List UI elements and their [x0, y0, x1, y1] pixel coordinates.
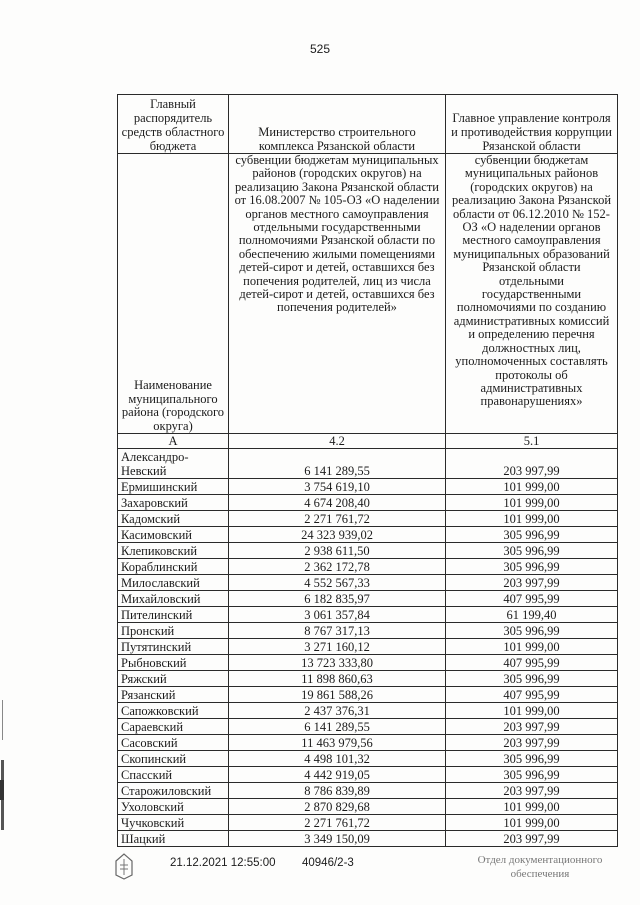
- column-index-b: 4.2: [229, 434, 446, 449]
- table-row: [118, 607, 618, 623]
- table-row: [118, 639, 618, 655]
- subvention-105-value: 2 271 761,72: [229, 815, 446, 831]
- subvention-152-value: 203 997,99: [446, 783, 618, 799]
- department-stamp: Отдел документационного обеспечения: [477, 854, 603, 880]
- municipality-name: Кадомский: [118, 511, 229, 527]
- subvention-152-value: 101 999,00: [446, 495, 618, 511]
- subvention-description-row: [118, 154, 618, 434]
- subvention-105-value: 2 938 611,50: [229, 543, 446, 559]
- table-row: [118, 815, 618, 831]
- municipality-name: Милославский: [118, 575, 229, 591]
- table-row: [118, 671, 618, 687]
- budget-table: [117, 94, 618, 847]
- table-row: [118, 479, 618, 495]
- subvention-152-value: 101 999,00: [446, 703, 618, 719]
- subvention-105-value: 2 362 172,78: [229, 559, 446, 575]
- municipality-name: Рыбновский: [118, 655, 229, 671]
- table-row: [118, 511, 618, 527]
- subvention-105-value: 2 271 761,72: [229, 511, 446, 527]
- subvention-152-value: 305 996,99: [446, 527, 618, 543]
- table-row: [118, 575, 618, 591]
- table-row: [118, 655, 618, 671]
- subvention-152-value: 407 995,99: [446, 687, 618, 703]
- subvention-152-value: 101 999,00: [446, 639, 618, 655]
- subvention-152-value: 101 999,00: [446, 815, 618, 831]
- municipality-name: Ухоловский: [118, 799, 229, 815]
- subvention-152-value: 203 997,99: [446, 575, 618, 591]
- subvention-152-value: 305 996,99: [446, 543, 618, 559]
- subvention-152-value: 305 996,99: [446, 623, 618, 639]
- column-index-a: А: [118, 434, 229, 449]
- municipality-name: Пителинский: [118, 607, 229, 623]
- subvention-152-value: 407 995,99: [446, 655, 618, 671]
- table-row: [118, 527, 618, 543]
- municipality-name: Ермишинский: [118, 479, 229, 495]
- subvention-105-value: 8 767 317,13: [229, 623, 446, 639]
- header-row: [118, 95, 618, 154]
- table-row: [118, 703, 618, 719]
- subvention-152-value: 305 996,99: [446, 767, 618, 783]
- subvention-152-value: 305 996,99: [446, 751, 618, 767]
- subvention-152-value: 101 999,00: [446, 799, 618, 815]
- table-row: [118, 767, 618, 783]
- municipality-name: Сапожковский: [118, 703, 229, 719]
- municipality-name: Сараевский: [118, 719, 229, 735]
- municipality-name: Пронский: [118, 623, 229, 639]
- municipality-name: Ряжский: [118, 671, 229, 687]
- header-ministry: Министерство строительного комплекса Рязанской области: [229, 95, 446, 154]
- municipality-name: Кораблинский: [118, 559, 229, 575]
- subvention-105-value: 4 674 208,40: [229, 495, 446, 511]
- table-row: [118, 687, 618, 703]
- subvention-152-value: 305 996,99: [446, 559, 618, 575]
- footer-timestamp: 21.12.2021 12:55:00: [170, 857, 276, 869]
- table-row: [118, 559, 618, 575]
- subvention-152-value: 203 997,99: [446, 449, 618, 479]
- municipality-name: Александро-Невский: [118, 449, 229, 479]
- subvention-152-value: 61 199,40: [446, 607, 618, 623]
- subvention-105-value: 6 141 289,55: [229, 449, 446, 479]
- municipality-name: Рязанский: [118, 687, 229, 703]
- subvention-105-value: 4 442 919,05: [229, 767, 446, 783]
- municipality-name: Старожиловский: [118, 783, 229, 799]
- table-row: [118, 831, 618, 847]
- scan-margin-marks: [0, 700, 10, 850]
- subvention-105-value: 6 141 289,55: [229, 719, 446, 735]
- header-control-department: Главное управление контроля и противодействия коррупции Рязанской области: [446, 95, 618, 154]
- header-distributor: Главный распорядитель средств областного бюджета: [118, 95, 229, 154]
- table-row: [118, 799, 618, 815]
- municipality-name: Захаровский: [118, 495, 229, 511]
- table-row: [118, 783, 618, 799]
- subvention-152-value: 101 999,00: [446, 479, 618, 495]
- subvention-152-value: 101 999,00: [446, 511, 618, 527]
- table-row: [118, 449, 618, 479]
- municipality-name: Клепиковский: [118, 543, 229, 559]
- subvention-152-value: 203 997,99: [446, 831, 618, 847]
- subvention-105-value: 2 870 829,68: [229, 799, 446, 815]
- table-row: [118, 591, 618, 607]
- table-row: [118, 751, 618, 767]
- page-number: 525: [309, 42, 331, 56]
- municipality-name: Спасский: [118, 767, 229, 783]
- subvention-105-value: 3 271 160,12: [229, 639, 446, 655]
- subvention-152-value: 203 997,99: [446, 735, 618, 751]
- municipality-name: Михайловский: [118, 591, 229, 607]
- municipality-name: Путятинский: [118, 639, 229, 655]
- subvention-105-value: 6 182 835,97: [229, 591, 446, 607]
- coat-of-arms-icon: [112, 851, 136, 881]
- municipality-name: Шацкий: [118, 831, 229, 847]
- table-row: [118, 735, 618, 751]
- column-index-c: 5.1: [446, 434, 618, 449]
- municipality-name: Чучковский: [118, 815, 229, 831]
- subvention-152-value: 203 997,99: [446, 719, 618, 735]
- municipality-name: Сасовский: [118, 735, 229, 751]
- table-row: [118, 495, 618, 511]
- subvention-105-value: 3 754 619,10: [229, 479, 446, 495]
- subvention-105-value: 8 786 839,89: [229, 783, 446, 799]
- subvention-105-oz-description: субвенции бюджетам муниципальных районов (городских округов) на реализацию Закона Рязанской области от 16.08.2007 № 105-ОЗ «О наделении органов местного самоуправления отдельными государственными полномочиями Рязанской области по обеспечению жилыми помещениями детей-сирот и детей, оставшихся без попечения родителей, лиц из числа детей-сирот и детей, оставшихся без попечения родителей»: [229, 154, 446, 434]
- table-row: [118, 623, 618, 639]
- table-row: [118, 543, 618, 559]
- subvention-105-value: 4 552 567,33: [229, 575, 446, 591]
- subvention-105-value: 2 437 376,31: [229, 703, 446, 719]
- footer-document-code: 40946/2-3: [302, 857, 354, 869]
- column-index-row: [118, 434, 618, 449]
- subvention-152-value: 305 996,99: [446, 671, 618, 687]
- subvention-105-value: 11 463 979,56: [229, 735, 446, 751]
- subvention-105-value: 11 898 860,63: [229, 671, 446, 687]
- table-row: [118, 719, 618, 735]
- subvention-152-value: 407 995,99: [446, 591, 618, 607]
- municipality-name: Скопинский: [118, 751, 229, 767]
- subvention-152-oz-description: субвенции бюджетам муниципальных районов (городских округов) на реализацию Закона Рязанской области от 06.12.2010 № 152-ОЗ «О наделении органов местного самоуправления муниципальных образований Рязанской области отдельными государственными полномочиями по созданию административных комиссий и определению перечня должностных лиц, уполномоченных составлять протоколы об административных правонарушениях»: [446, 154, 618, 434]
- municipality-name: Касимовский: [118, 527, 229, 543]
- subvention-105-value: 4 498 101,32: [229, 751, 446, 767]
- subvention-105-value: 19 861 588,26: [229, 687, 446, 703]
- subvention-105-value: 13 723 333,80: [229, 655, 446, 671]
- header-municipality: Наименование муниципального района (городского округа): [118, 154, 229, 434]
- subvention-105-value: 24 323 939,02: [229, 527, 446, 543]
- subvention-105-value: 3 349 150,09: [229, 831, 446, 847]
- subvention-105-value: 3 061 357,84: [229, 607, 446, 623]
